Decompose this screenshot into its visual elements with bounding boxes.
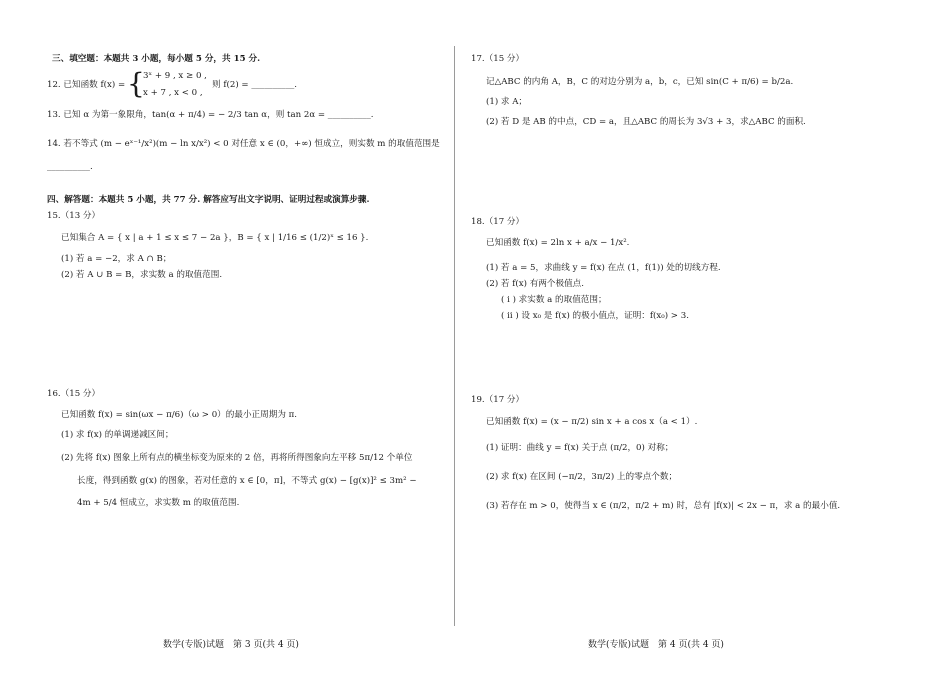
question-12-case2: x + 7 , x < 0 , bbox=[143, 88, 203, 98]
right-footer: 数学(专版)试题 第 4 页(共 4 页) bbox=[588, 640, 724, 650]
question-19-text: 已知函数 f(x) = (x − π/2) sin x + a cos x（a < 1）. bbox=[486, 417, 698, 427]
question-17-part1: (1) 求 A； bbox=[486, 97, 528, 107]
question-14-line1: 14. 若不等式 (m − eˣ⁻¹/x²)(m − ln x/x²) < 0 对任意 x ∈ (0，+∞) 恒成立，则实数 m 的取值范围是 bbox=[47, 139, 440, 149]
question-16-header: 16.（15 分） bbox=[47, 389, 101, 399]
left-footer: 数学(专版)试题 第 3 页(共 4 页) bbox=[163, 640, 299, 650]
question-17-part2: (2) 若 D 是 AB 的中点，CD = a，且△ABC 的周长为 3√3 + 3，求△ABC 的面积. bbox=[486, 117, 806, 127]
question-12-case1: 3ˣ + 9 , x ≥ 0 , bbox=[143, 71, 207, 81]
question-16-part2-line3: 4m + 5/4 恒成立，求实数 m 的取值范围. bbox=[77, 498, 240, 508]
question-17-text: 记△ABC 的内角 A，B，C 的对边分别为 a，b，c，已知 sin(C + π/6) = b/2a. bbox=[486, 77, 794, 87]
question-19-part1: (1) 证明：曲线 y = f(x) 关于点 (π/2，0) 对称； bbox=[486, 443, 674, 453]
question-17-header: 17.（15 分） bbox=[471, 54, 525, 64]
question-18-part1: (1) 若 a = 5，求曲线 y = f(x) 在点 (1，f(1)) 处的切线方程. bbox=[486, 263, 721, 273]
question-12-prefix: 12. 已知函数 f(x) = bbox=[47, 80, 126, 90]
question-18-part2: (2) 若 f(x) 有两个极值点. bbox=[486, 279, 584, 289]
question-16-part2-line2: 长度，得到函数 g(x) 的图象，若对任意的 x ∈ [0，π]，不等式 g(x) − [g(x)]² ≤ 3m² − bbox=[77, 476, 417, 486]
question-18-header: 18.（17 分） bbox=[471, 217, 525, 227]
question-16-text: 已知函数 f(x) = sin(ωx − π/6)（ω > 0）的最小正周期为 π. bbox=[61, 410, 298, 420]
question-12-suffix: 则 f(2) = __________. bbox=[212, 80, 298, 90]
question-16-part1: (1) 求 f(x) 的单调递减区间； bbox=[61, 430, 174, 440]
column-divider bbox=[454, 46, 455, 626]
question-15-header: 15.（13 分） bbox=[47, 211, 101, 221]
case-brace: { bbox=[127, 67, 145, 100]
question-15-part2: (2) 若 A ∪ B = B，求实数 a 的取值范围. bbox=[61, 270, 223, 280]
question-15-text: 已知集合 A = { x | a + 1 ≤ x ≤ 7 − 2a }，B = { x | 1/16 ≤ (1/2)ˣ ≤ 16 }. bbox=[61, 233, 369, 243]
question-18-part2-i: ( ⅰ ) 求实数 a 的取值范围； bbox=[501, 295, 607, 305]
question-19-part3: (3) 若存在 m > 0，使得当 x ∈ (π/2，π/2 + m) 时，总有 |f(x)| < 2x − π，求 a 的最小值. bbox=[486, 501, 841, 511]
question-16-part2-line1: (2) 先将 f(x) 图象上所有点的横坐标变为原来的 2 倍，再将所得图象向左平移 5π/12 个单位 bbox=[61, 453, 413, 463]
question-18-text: 已知函数 f(x) = 2ln x + a/x − 1/x². bbox=[486, 238, 630, 248]
question-19-part2: (2) 求 f(x) 在区间 (−π/2，3π/2) 上的零点个数； bbox=[486, 472, 678, 482]
section3-header: 三、填空题：本题共 3 小题，每小题 5 分，共 15 分. bbox=[52, 54, 261, 64]
question-13: 13. 已知 α 为第一象限角，tan(α + π/4) = − 2/3 tan α，则 tan 2α = __________. bbox=[47, 110, 374, 120]
question-14-line2: __________. bbox=[47, 162, 93, 172]
question-15-part1: (1) 若 a = −2，求 A ∩ B； bbox=[61, 254, 172, 264]
section4-header: 四、解答题：本题共 5 小题，共 77 分. 解答应写出文字说明、证明过程或演算步骤. bbox=[47, 195, 370, 205]
question-19-header: 19.（17 分） bbox=[471, 395, 525, 405]
question-18-part2-ii: ( ⅱ ) 设 x₀ 是 f(x) 的极小值点，证明：f(x₀) > 3. bbox=[501, 311, 689, 321]
